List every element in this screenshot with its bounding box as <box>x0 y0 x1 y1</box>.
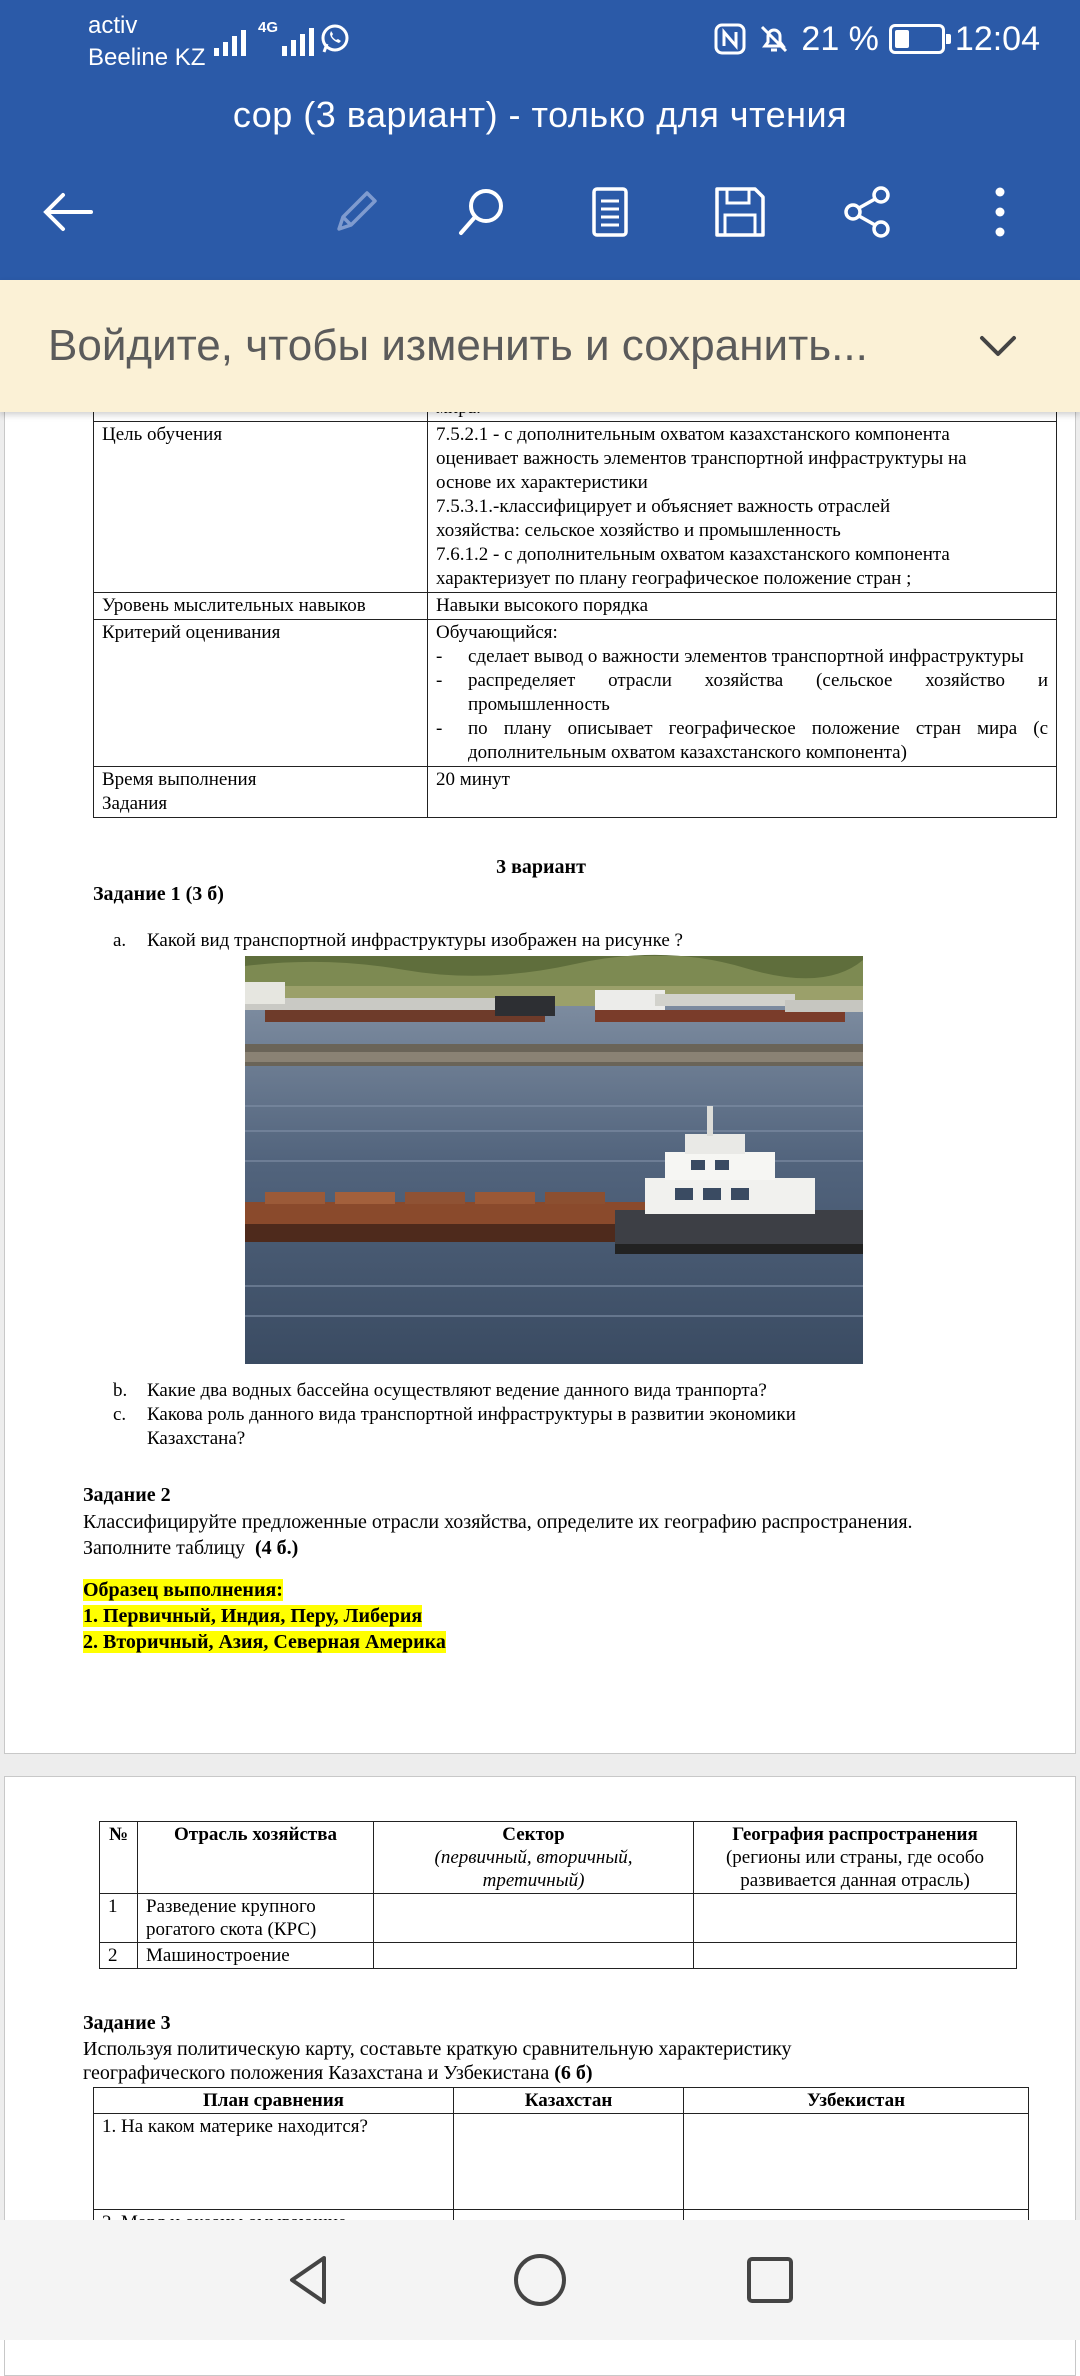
chevron-down-icon[interactable] <box>976 324 1020 368</box>
task3-title: Задание 3 <box>83 2012 171 2034</box>
network-type: 4G <box>258 19 279 36</box>
task2-title: Задание 2 <box>83 1484 171 1506</box>
home-circle-icon[interactable] <box>510 2250 570 2310</box>
info-label: Время выполнения Задания <box>94 767 428 818</box>
empty-cell <box>694 1943 1017 1969</box>
carrier-info <box>88 10 205 74</box>
col-plan: План сравнения <box>94 2088 454 2114</box>
task1-question-a: a. Какой вид транспортной инфраструктуры изображен на рисунке ? <box>113 930 683 951</box>
battery-icon <box>889 24 945 54</box>
document-title: сор (3 вариант) - только для чтения <box>232 94 848 135</box>
col-num: № <box>100 1822 138 1894</box>
system-nav-bar <box>0 2220 1080 2340</box>
info-value: 20 минут <box>428 767 1057 818</box>
sign-in-prompt[interactable]: Войдите, чтобы изменить и сохранить... <box>48 321 868 370</box>
empty-cell <box>454 2114 684 2210</box>
col-uzbekistan: Узбекистан <box>684 2088 1029 2114</box>
info-value <box>428 620 1057 767</box>
objective-line: оценивает важность элементов транспортной инфраструктуры на <box>436 448 967 469</box>
variant-heading: 3 вариант <box>496 856 586 878</box>
save-icon[interactable] <box>710 182 770 242</box>
task2-table <box>99 1821 1017 1969</box>
toolbar <box>0 170 1080 250</box>
task1-title: Задание 1 (3 б) <box>93 883 224 905</box>
nfc-icon <box>713 22 747 56</box>
task1-question-b: b. Какие два водных бассейна осуществляют ведение данного вида транпорта? <box>113 1380 767 1401</box>
info-value <box>428 422 1057 593</box>
empty-cell <box>694 1894 1017 1943</box>
objective-line: 7.5.2.1 - с дополнительным охватом казахстанского компонента <box>436 424 950 445</box>
edit-pencil-icon[interactable] <box>324 182 384 242</box>
signal-icon-2 <box>282 22 314 56</box>
reading-view-icon[interactable] <box>580 182 640 242</box>
empty-cell <box>374 1943 694 1969</box>
sample-answer <box>83 1577 446 1655</box>
task3-text: Используя политическую карту, составьте краткую сравнительную характеристику географического положения Казахстана и Узбекистана (6 б) <box>83 2038 792 2084</box>
status-right <box>713 16 1040 62</box>
col-kazakhstan: Казахстан <box>454 2088 684 2114</box>
carrier-line2: Beeline KZ <box>88 44 206 71</box>
table-row: 1 Разведение крупного рогатого скота (КРС) <box>100 1894 1017 1943</box>
info-label: Цель обучения <box>94 422 428 593</box>
sample-item: 1. Первичный, Индия, Перу, Либерия <box>83 1605 423 1627</box>
task1-question-c: c. Какова роль данного вида транспортной инфраструктуры в развитии экономики Казахстана? <box>113 1404 796 1449</box>
info-label: Уровень мыслительных навыков <box>94 593 428 620</box>
criteria-intro: Обучающийся: <box>436 622 558 643</box>
document-page <box>4 382 1076 1754</box>
col-branch: Отрасль хозяйства <box>138 1822 374 1894</box>
empty-cell <box>374 1894 694 1943</box>
criteria-item: - распределяет отрасли хозяйства (сельское хозяйство и промышленность <box>436 670 1048 715</box>
info-value: Навыки высокого порядка <box>428 593 1057 620</box>
task2-text: Классифицируйте предложенные отрасли хозяйства, определите их географию распространения. Заполните таблицу (4 б.) <box>83 1511 913 1559</box>
back-triangle-icon[interactable] <box>280 2250 340 2310</box>
objective-line: характеризует по плану географическое положение стран ; <box>436 568 912 589</box>
col-geo: География распространения (регионы или страны, где особо развивается данная отрасль) <box>694 1822 1017 1894</box>
sample-item: 2. Вторичный, Азия, Северная Америка <box>83 1631 446 1653</box>
back-arrow-icon[interactable] <box>38 182 98 242</box>
whatsapp-icon <box>318 22 352 56</box>
objective-line: 7.6.1.2 - с дополнительным охватом казахстанского компонента <box>436 544 950 565</box>
search-icon[interactable] <box>452 182 512 242</box>
info-table <box>93 383 1057 818</box>
mute-icon <box>757 22 791 56</box>
carrier-line1: activ <box>88 12 138 39</box>
river-barge-image <box>245 956 863 1364</box>
clock: 12:04 <box>954 19 1040 58</box>
battery-percent: 21 % <box>801 19 879 58</box>
info-label: Критерий оценивания <box>94 620 428 767</box>
signal-icon <box>214 22 246 56</box>
sample-title: Образец выполнения: <box>83 1579 283 1601</box>
empty-cell <box>684 2114 1029 2210</box>
more-vertical-icon[interactable] <box>970 182 1030 242</box>
objective-line: 7.5.3.1.-классифицирует и объясняет важность отраслей <box>436 496 891 517</box>
document-viewer[interactable] <box>0 412 1080 2220</box>
status-bar <box>0 0 1080 90</box>
table-row: 2 Машиностроение <box>100 1943 1017 1969</box>
col-sector: Сектор (первичный, вторичный, третичный) <box>374 1822 694 1894</box>
barge-photo <box>245 956 863 1364</box>
table-row: 1. На каком материке находится? <box>94 2114 1029 2210</box>
objective-line: основе их характеристики <box>436 472 648 493</box>
recents-square-icon[interactable] <box>740 2250 800 2310</box>
app-header <box>0 0 1080 280</box>
criteria-item: - по плану описывает географическое положение стран мира (с дополнительным охватом казахстанского компонента) <box>436 718 1048 763</box>
sign-in-banner[interactable] <box>0 280 1080 412</box>
objective-line: хозяйства: сельское хозяйство и промышленность <box>436 520 841 541</box>
criteria-item: - сделает вывод о важности элементов транспортной инфраструктуры <box>436 646 1024 667</box>
share-icon[interactable] <box>838 182 898 242</box>
